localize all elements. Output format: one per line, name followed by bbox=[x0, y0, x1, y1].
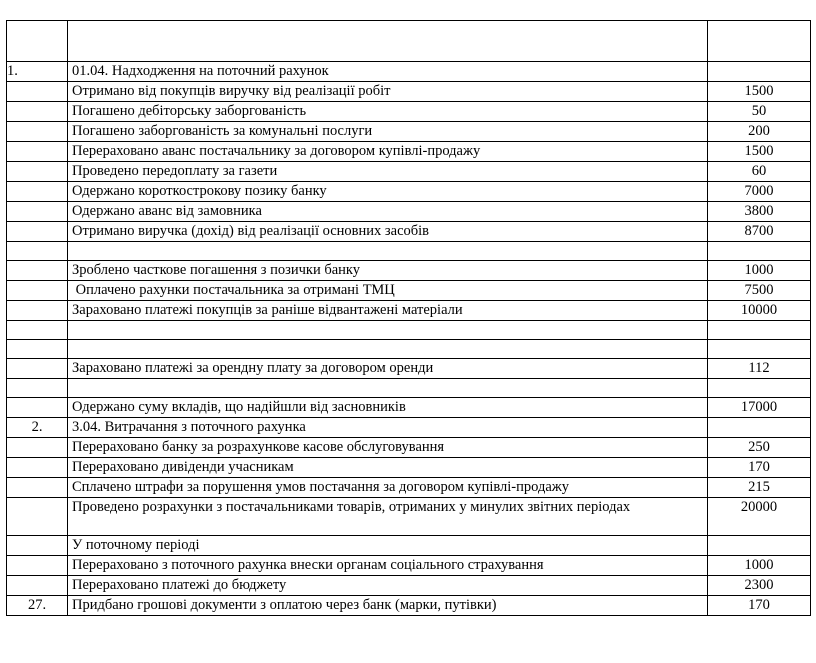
row-number-cell bbox=[7, 556, 68, 576]
row-amount-cell: 20000 bbox=[708, 498, 811, 536]
row-description-text: 01.04. Надходження на поточний рахунок bbox=[72, 63, 329, 79]
row-description-cell bbox=[68, 536, 708, 556]
row-description-text: Одержано суму вкладів, що надійшли від засновників bbox=[72, 399, 406, 415]
table-row bbox=[7, 102, 811, 122]
row-amount-cell: 1000 bbox=[708, 261, 811, 281]
row-amount-cell: 8700 bbox=[708, 222, 811, 242]
row-amount-cell: 170 bbox=[708, 596, 811, 616]
row-amount-cell: 17000 bbox=[708, 398, 811, 418]
row-amount-cell: 10000 bbox=[708, 301, 811, 321]
table-row bbox=[7, 182, 811, 202]
row-description-cell bbox=[68, 321, 708, 340]
row-number-cell bbox=[7, 458, 68, 478]
row-description-text: У поточному періоді bbox=[72, 537, 200, 553]
row-amount-cell: 1500 bbox=[708, 142, 811, 162]
row-description-text: Придбано грошові документи з оплатою через банк (марки, путівки) bbox=[72, 597, 497, 613]
row-description-text: Одержано аванс від замовника bbox=[72, 203, 262, 219]
row-description-cell bbox=[68, 398, 708, 418]
cash-flow-table bbox=[6, 20, 811, 616]
row-amount-cell: 7500 bbox=[708, 281, 811, 301]
table-row bbox=[7, 379, 811, 398]
row-number-cell bbox=[7, 301, 68, 321]
table-row bbox=[7, 222, 811, 242]
row-description-cell bbox=[68, 576, 708, 596]
row-amount-cell bbox=[708, 62, 811, 82]
row-description-text: Оплачено рахунки постачальника за отримані ТМЦ bbox=[72, 282, 395, 298]
table-row bbox=[7, 281, 811, 301]
row-amount-cell bbox=[708, 536, 811, 556]
row-number-cell bbox=[7, 340, 68, 359]
row-number-cell bbox=[7, 242, 68, 261]
table-row bbox=[7, 82, 811, 102]
row-amount-cell: 200 bbox=[708, 122, 811, 142]
row-description-cell bbox=[68, 261, 708, 281]
table-row bbox=[7, 458, 811, 478]
row-description-cell bbox=[68, 242, 708, 261]
row-number-cell bbox=[7, 102, 68, 122]
row-amount-cell: 3800 bbox=[708, 202, 811, 222]
row-number-cell bbox=[7, 379, 68, 398]
row-description-cell bbox=[68, 182, 708, 202]
row-number-cell bbox=[7, 359, 68, 379]
row-description-cell bbox=[68, 438, 708, 458]
table-row bbox=[7, 142, 811, 162]
header-cell-description bbox=[68, 21, 708, 62]
table-row bbox=[7, 261, 811, 281]
row-description-text: 3.04. Витрачання з поточного рахунка bbox=[72, 419, 306, 435]
table-row bbox=[7, 576, 811, 596]
row-amount-cell: 250 bbox=[708, 438, 811, 458]
row-description-cell bbox=[68, 122, 708, 142]
header-row bbox=[7, 21, 811, 62]
row-description-text: Проведено передоплату за газети bbox=[72, 163, 278, 179]
row-description-cell bbox=[68, 82, 708, 102]
row-amount-cell: 2300 bbox=[708, 576, 811, 596]
table-body bbox=[7, 21, 811, 616]
row-description-text: Отримано виручка (дохід) від реалізації основних засобів bbox=[72, 223, 430, 239]
table-row bbox=[7, 478, 811, 498]
row-description-text: Зараховано платежі за орендну плату за договором оренди bbox=[72, 360, 434, 376]
row-amount-cell: 7000 bbox=[708, 182, 811, 202]
row-number-cell bbox=[7, 498, 68, 536]
row-number-cell bbox=[7, 321, 68, 340]
row-description-cell bbox=[68, 596, 708, 616]
row-description-text: Погашено дебіторську заборгованість bbox=[72, 103, 307, 119]
table-row bbox=[7, 321, 811, 340]
row-description-cell bbox=[68, 418, 708, 438]
row-amount-cell: 60 bbox=[708, 162, 811, 182]
row-description-cell bbox=[68, 62, 708, 82]
row-amount-cell bbox=[708, 321, 811, 340]
row-description-cell bbox=[68, 162, 708, 182]
row-description-text: Зараховано платежі покупців за раніше відвантажені матеріали bbox=[72, 302, 463, 318]
table-row bbox=[7, 418, 811, 438]
row-amount-cell: 50 bbox=[708, 102, 811, 122]
row-description-text: Перераховано платежі до бюджету bbox=[72, 577, 287, 593]
row-number-cell: 1. bbox=[7, 62, 68, 82]
row-description-text: Проведено розрахунки з постачальниками товарів, отриманих у минулих звітних періодах bbox=[72, 499, 631, 515]
row-description-text: Перераховано аванс постачальнику за договором купівлі-продажу bbox=[72, 143, 481, 159]
row-amount-cell bbox=[708, 379, 811, 398]
row-description-text: Погашено заборгованість за комунальні послуги bbox=[72, 123, 373, 139]
row-number-cell: 2. bbox=[7, 418, 68, 438]
row-description-cell bbox=[68, 379, 708, 398]
row-description-cell bbox=[68, 301, 708, 321]
row-number-cell bbox=[7, 398, 68, 418]
row-description-cell bbox=[68, 340, 708, 359]
row-description-text: Перераховано банку за розрахункове касове обслуговування bbox=[72, 439, 445, 455]
row-number-cell bbox=[7, 142, 68, 162]
row-number-cell bbox=[7, 162, 68, 182]
row-amount-cell: 1000 bbox=[708, 556, 811, 576]
row-description-cell bbox=[68, 202, 708, 222]
table-row bbox=[7, 242, 811, 261]
table-row bbox=[7, 536, 811, 556]
row-description-text: Зроблено часткове погашення з позички банку bbox=[72, 262, 361, 278]
row-number-cell bbox=[7, 222, 68, 242]
row-number-cell bbox=[7, 438, 68, 458]
row-number-cell bbox=[7, 202, 68, 222]
row-number-cell bbox=[7, 576, 68, 596]
table-row bbox=[7, 62, 811, 82]
row-number-cell bbox=[7, 82, 68, 102]
row-amount-cell: 215 bbox=[708, 478, 811, 498]
row-description-cell bbox=[68, 102, 708, 122]
row-amount-cell bbox=[708, 340, 811, 359]
row-description-text: Отримано від покупців виручку від реалізації робіт bbox=[72, 83, 391, 99]
row-number-cell bbox=[7, 478, 68, 498]
table-row bbox=[7, 162, 811, 182]
table-row bbox=[7, 556, 811, 576]
row-number-cell bbox=[7, 281, 68, 301]
row-description-text: Сплачено штрафи за порушення умов постачання за договором купівлі-продажу bbox=[72, 479, 570, 495]
row-description-text: Одержано короткострокову позику банку bbox=[72, 183, 327, 199]
row-amount-cell: 1500 bbox=[708, 82, 811, 102]
table-row bbox=[7, 398, 811, 418]
row-amount-cell: 170 bbox=[708, 458, 811, 478]
header-cell-number bbox=[7, 21, 68, 62]
row-description-text: Перераховано з поточного рахунка внески органам соціального страхування bbox=[72, 557, 544, 573]
table-row bbox=[7, 122, 811, 142]
table-row bbox=[7, 301, 811, 321]
table-row bbox=[7, 202, 811, 222]
row-description-cell bbox=[68, 458, 708, 478]
table-row bbox=[7, 498, 811, 536]
row-description-cell bbox=[68, 359, 708, 379]
row-number-cell bbox=[7, 122, 68, 142]
table-row bbox=[7, 596, 811, 616]
row-amount-cell bbox=[708, 418, 811, 438]
row-number-cell: 27. bbox=[7, 596, 68, 616]
row-amount-cell: 112 bbox=[708, 359, 811, 379]
row-description-text: Перераховано дивіденди учасникам bbox=[72, 459, 294, 475]
row-number-cell bbox=[7, 261, 68, 281]
table-row bbox=[7, 340, 811, 359]
row-number-cell bbox=[7, 536, 68, 556]
row-description-cell bbox=[68, 498, 708, 536]
row-description-cell bbox=[68, 556, 708, 576]
row-description-cell bbox=[68, 142, 708, 162]
row-description-cell bbox=[68, 281, 708, 301]
row-description-cell bbox=[68, 478, 708, 498]
table-row bbox=[7, 359, 811, 379]
row-description-cell bbox=[68, 222, 708, 242]
row-amount-cell bbox=[708, 242, 811, 261]
table-row bbox=[7, 438, 811, 458]
row-number-cell bbox=[7, 182, 68, 202]
header-cell-amount bbox=[708, 21, 811, 62]
